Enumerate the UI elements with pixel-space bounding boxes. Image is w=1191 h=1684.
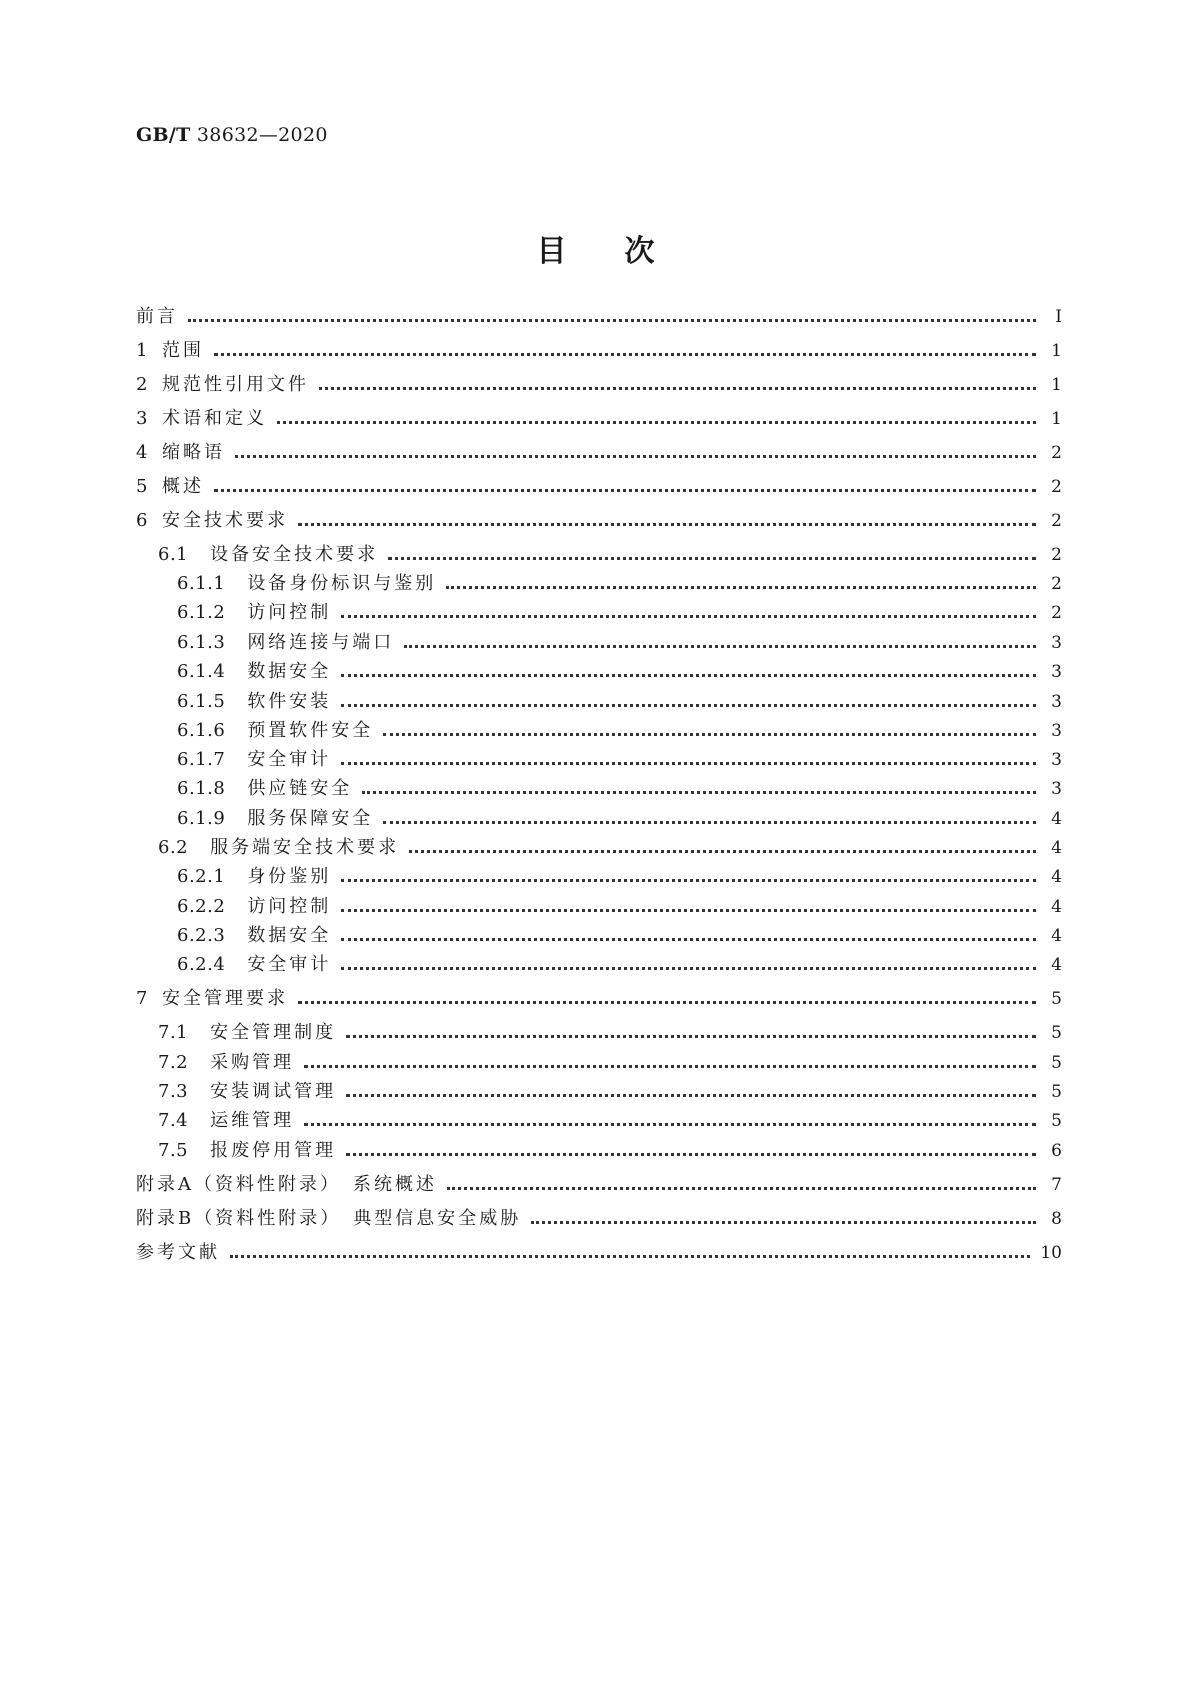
dot-leader <box>346 1034 1036 1038</box>
toc-entry-label: 安全管理制度 <box>210 1022 337 1043</box>
toc-entry-label: 身份鉴别 <box>247 866 332 887</box>
toc-entry[interactable] <box>136 404 1062 434</box>
toc-entry-number: 7 <box>136 988 148 1009</box>
toc-entry-number: 6.1.4 <box>177 661 226 682</box>
toc-entry-page: 6 <box>1051 1141 1062 1161</box>
toc-entry-label: 软件安装 <box>247 691 332 712</box>
toc-entry-number: 6.1.3 <box>177 632 226 653</box>
toc-entry[interactable] <box>136 506 1062 536</box>
toc-entry-number: 6.1.7 <box>177 749 226 770</box>
toc-entry[interactable] <box>136 1170 1062 1200</box>
toc-entry[interactable] <box>136 862 1062 892</box>
toc-entry-number: 6.2.3 <box>177 925 226 946</box>
toc-entry-number: 6 <box>136 510 148 531</box>
toc-entry-label: 报废停用管理 <box>210 1140 337 1161</box>
toc-entry-page: 2 <box>1051 443 1062 463</box>
toc-entry-label: 范围 <box>161 340 204 361</box>
toc-entry-label: 安全管理要求 <box>161 988 288 1009</box>
dot-leader <box>341 761 1036 765</box>
toc-entry-number: 6.1.6 <box>177 720 226 741</box>
toc-entry[interactable] <box>136 804 1062 834</box>
toc-entry-label: 安全审计 <box>247 749 332 770</box>
dot-leader <box>341 703 1036 707</box>
dot-leader <box>341 908 1036 912</box>
toc-entry-page: 5 <box>1051 989 1062 1009</box>
dot-leader <box>235 454 1036 458</box>
dot-leader <box>404 644 1036 648</box>
toc-entry-page: 10 <box>1040 1243 1062 1263</box>
dot-leader <box>341 614 1036 618</box>
dot-leader <box>362 790 1036 794</box>
toc-entry[interactable] <box>136 1018 1062 1048</box>
toc-entry-number: 6.1.9 <box>177 808 226 829</box>
toc-entry-page: 4 <box>1051 926 1062 946</box>
toc-entry-label: 附录A（资料性附录） 系统概述 <box>136 1174 437 1195</box>
toc-entry-page: 2 <box>1051 603 1062 623</box>
dot-leader <box>341 966 1036 970</box>
toc-entry-number: 3 <box>136 408 148 429</box>
toc-entry[interactable] <box>136 950 1062 980</box>
toc-entry-number: 6.1.5 <box>177 691 226 712</box>
dot-leader <box>304 1122 1036 1126</box>
toc-entry-page: 5 <box>1051 1082 1062 1102</box>
toc-entry-page: 3 <box>1051 692 1062 712</box>
toc-entry-page: 4 <box>1051 809 1062 829</box>
toc-entry[interactable] <box>136 598 1062 628</box>
toc-entry-page: 4 <box>1051 838 1062 858</box>
toc-entry-number: 6.1.2 <box>177 602 226 623</box>
toc-entry-number: 6.2.2 <box>177 896 226 917</box>
toc-entry-number: 2 <box>136 374 148 395</box>
dot-leader <box>298 1000 1036 1004</box>
toc-entry-label: 概述 <box>161 476 204 497</box>
dot-leader <box>304 1064 1036 1068</box>
toc-entry-page: 2 <box>1051 511 1062 531</box>
toc-entry-number: 1 <box>136 340 148 361</box>
toc-entry[interactable] <box>136 472 1062 502</box>
toc-entry-label: 预置软件安全 <box>247 720 374 741</box>
toc-entry-number: 6.2.1 <box>177 866 226 887</box>
toc-entry[interactable] <box>136 370 1062 400</box>
dot-leader <box>531 1220 1036 1224</box>
toc-entry-label: 安全审计 <box>247 954 332 975</box>
dot-leader <box>341 878 1036 882</box>
toc-entry[interactable] <box>136 1238 1062 1268</box>
toc-entry-page: 8 <box>1051 1209 1062 1229</box>
toc-entry-number: 7.1 <box>158 1022 189 1043</box>
toc-entry-label: 规范性引用文件 <box>161 374 309 395</box>
toc-entry-number: 4 <box>136 442 148 463</box>
toc-entry[interactable] <box>136 438 1062 468</box>
toc-entry-label: 网络连接与端口 <box>247 632 395 653</box>
toc-entry-number: 6.2.4 <box>177 954 226 975</box>
toc-entry-page: 3 <box>1051 662 1062 682</box>
toc-entry-number: 6.1.1 <box>177 573 226 594</box>
toc-entry-page: 4 <box>1051 867 1062 887</box>
toc-entry-label: 采购管理 <box>210 1052 295 1073</box>
toc-entry[interactable] <box>136 302 1062 332</box>
toc-entry[interactable] <box>136 540 1062 570</box>
toc-entry-page: 2 <box>1051 574 1062 594</box>
toc-entry-page: 3 <box>1051 721 1062 741</box>
dot-leader <box>346 1093 1036 1097</box>
toc-entry[interactable] <box>136 1048 1062 1078</box>
toc-entry[interactable] <box>136 1077 1062 1107</box>
toc-entry-page: 2 <box>1051 545 1062 565</box>
toc-entry[interactable] <box>136 833 1062 863</box>
toc-entry-number: 7.3 <box>158 1081 189 1102</box>
dot-leader <box>446 585 1036 589</box>
toc-entry[interactable] <box>136 1204 1062 1234</box>
toc-entry[interactable] <box>136 774 1062 804</box>
toc-entry-number: 6.1 <box>158 544 189 565</box>
toc-entry-page: 3 <box>1051 779 1062 799</box>
dot-leader <box>383 732 1036 736</box>
toc-entry-page: Ⅰ <box>1055 307 1062 327</box>
dot-leader <box>383 820 1036 824</box>
toc-entry-page: 7 <box>1051 1175 1062 1195</box>
toc-entry-label: 服务端安全技术要求 <box>210 837 400 858</box>
toc-entry-page: 4 <box>1051 897 1062 917</box>
toc-entry-page: 3 <box>1051 633 1062 653</box>
toc-entry-number: 5 <box>136 476 148 497</box>
toc-entry-label: 服务保障安全 <box>247 808 374 829</box>
toc-entry-page: 1 <box>1051 375 1062 395</box>
dot-leader <box>447 1186 1036 1190</box>
standard-prefix: GB/T <box>136 124 191 146</box>
toc-entry-label: 访问控制 <box>247 896 332 917</box>
dot-leader <box>346 1152 1036 1156</box>
toc-entry-label: 运维管理 <box>210 1110 295 1131</box>
toc-entry[interactable] <box>136 984 1062 1014</box>
toc-entry[interactable] <box>136 687 1062 717</box>
dot-leader <box>214 488 1036 492</box>
toc-entry[interactable] <box>136 569 1062 599</box>
dot-leader <box>409 849 1036 853</box>
toc-entry-label: 设备身份标识与鉴别 <box>247 573 437 594</box>
toc-entry[interactable] <box>136 1136 1062 1166</box>
toc-entry-label: 安全技术要求 <box>161 510 288 531</box>
toc-entry-label: 附录B（资料性附录） 典型信息安全威胁 <box>136 1208 522 1229</box>
dot-leader <box>341 937 1036 941</box>
toc-entry-page: 4 <box>1051 955 1062 975</box>
dot-leader <box>341 673 1036 677</box>
toc-entry-label: 数据安全 <box>247 661 332 682</box>
toc-entry[interactable] <box>136 892 1062 922</box>
toc-entry[interactable] <box>136 716 1062 746</box>
toc-entry[interactable] <box>136 336 1062 366</box>
toc-entry-page: 5 <box>1051 1023 1062 1043</box>
toc-entry[interactable] <box>136 657 1062 687</box>
toc-entry-label: 设备安全技术要求 <box>210 544 379 565</box>
toc-entry-label: 供应链安全 <box>247 778 353 799</box>
toc-entry-number: 7.2 <box>158 1052 189 1073</box>
toc-entry-label: 参考文献 <box>136 1242 220 1263</box>
toc-entry-number: 6.2 <box>158 837 189 858</box>
toc-entry-page: 1 <box>1051 341 1062 361</box>
toc-entry-label: 缩略语 <box>161 442 225 463</box>
toc-entry-label: 安装调试管理 <box>210 1081 337 1102</box>
dot-leader <box>277 420 1036 424</box>
toc-entry-page: 2 <box>1051 477 1062 497</box>
standard-number: 38632—2020 <box>196 124 328 146</box>
toc-entry-page: 5 <box>1051 1053 1062 1073</box>
toc-entry-number: 7.4 <box>158 1110 189 1131</box>
toc-entry-number: 7.5 <box>158 1140 189 1161</box>
toc-entry-page: 1 <box>1051 409 1062 429</box>
toc-entry-page: 5 <box>1051 1111 1062 1131</box>
toc-entry[interactable] <box>136 745 1062 775</box>
dot-leader <box>230 1254 1030 1258</box>
dot-leader <box>298 522 1036 526</box>
dot-leader <box>214 352 1036 356</box>
toc-entry-label: 访问控制 <box>247 602 332 623</box>
toc-entry-label: 前言 <box>136 306 178 327</box>
dot-leader <box>319 386 1036 390</box>
dot-leader <box>388 556 1036 560</box>
toc-entry[interactable] <box>136 1106 1062 1136</box>
toc-entry[interactable] <box>136 921 1062 951</box>
toc-entry-number: 6.1.8 <box>177 778 226 799</box>
page-title: 目次 <box>536 234 713 269</box>
standard-code <box>136 124 328 146</box>
dot-leader <box>188 318 1036 322</box>
toc-entry[interactable] <box>136 628 1062 658</box>
toc-entry-label: 数据安全 <box>247 925 332 946</box>
toc-entry-page: 3 <box>1051 750 1062 770</box>
toc-entry-label: 术语和定义 <box>161 408 267 429</box>
